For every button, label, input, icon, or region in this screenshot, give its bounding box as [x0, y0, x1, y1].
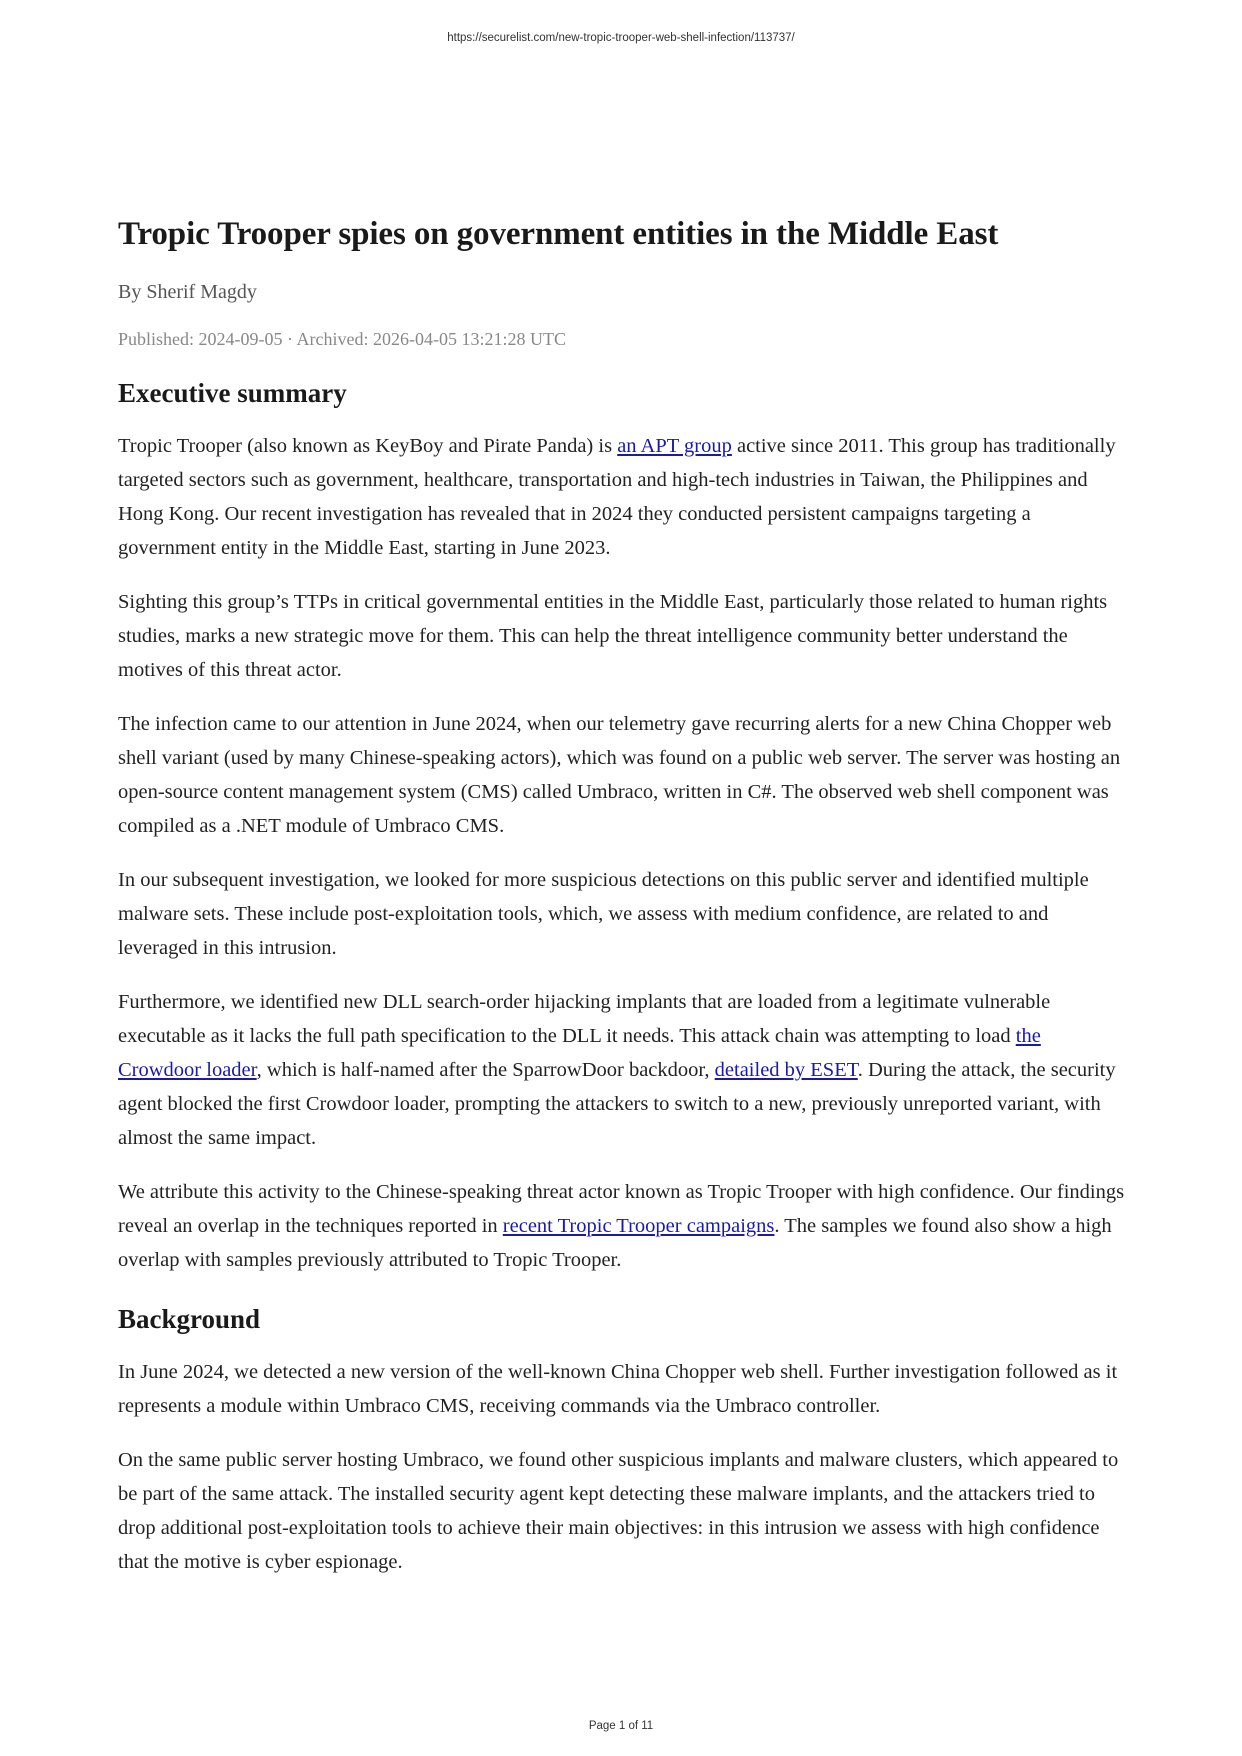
paragraph: In our subsequent investigation, we looked for more suspicious detections on this public server and identified multiple malware sets. These include post-exploitation tools, which, we assess with medium confidence, are related to and leveraged in this intrusion.: [118, 869, 1089, 959]
section-heading-executive-summary: Executive summary: [118, 378, 347, 408]
section-heading-background: Background: [118, 1304, 261, 1334]
page-url-header: https://securelist.com/new-tropic-trooper-web-shell-infection/113737/: [447, 32, 795, 44]
paragraph: On the same public server hosting Umbraco, we found other suspicious implants and malware clusters, which appeared to be part of the same attack. The installed security agent kept detecting these malware implants, and the attackers tried to drop additional post-exploitation tools to achieve their main objectives: in this intrusion we assess with high confidence that the motive is cyber espionage.: [118, 1449, 1119, 1573]
eset-link[interactable]: detailed by ESET: [714, 1059, 858, 1081]
article: [118, 208, 1128, 1599]
paragraph: We attribute this activity to the Chinese-speaking threat actor known as Tropic Trooper with high confidence. Our findings reveal an overlap in the techniques reported in recent Tropic Trooper campaigns. The samples we found also show a high overlap with samples previously attributed to Tropic Trooper.: [118, 1181, 1125, 1271]
apt-group-link[interactable]: an APT group: [617, 435, 732, 457]
page-number-footer: Page 1 of 11: [588, 1720, 654, 1732]
paragraph: In June 2024, we detected a new version of the well-known China Chopper web shell. Further investigation followed as it represents a module within Umbraco CMS, receiving commands via the Umbraco controller.: [118, 1361, 1118, 1417]
paragraph: Sighting this group’s TTPs in critical governmental entities in the Middle East, particularly those related to human rights studies, marks a new strategic move for them. This can help the threat intelligence community better understand the motives of this threat actor.: [118, 591, 1108, 681]
article-title: Tropic Trooper spies on government entities in the Middle East: [118, 216, 999, 252]
paragraph: The infection came to our attention in June 2024, when our telemetry gave recurring alerts for a new China Chopper web shell variant (used by many Chinese-speaking actors), which was found on a public web server. The server was hosting an open-source content management system (CMS) called Umbraco, written in C#. The observed web shell component was compiled as a .NET module of Umbraco CMS.: [118, 713, 1121, 837]
paragraph: Tropic Trooper (also known as KeyBoy and Pirate Panda) is an APT group active since 2011. This group has traditionally targeted sectors such as government, healthcare, transportation and high-tech industries in Taiwan, the Philippines and Hong Kong. Our recent investigation has revealed that in 2024 they conducted persistent campaigns targeting a government entity in the Middle East, starting in June 2023.: [118, 435, 1116, 559]
article-meta: Published: 2024-09-05 · Archived: 2026-04-05 13:21:28 UTC: [118, 329, 566, 349]
crowdoor-loader-link[interactable]: the Crowdoor loader: [118, 1025, 1041, 1081]
recent-campaigns-link[interactable]: recent Tropic Trooper campaigns: [502, 1215, 775, 1237]
paragraph: Furthermore, we identified new DLL search-order hijacking implants that are loaded from a legitimate vulnerable executable as it lacks the full path specification to the DLL it needs. This attack chain was attempting to load the Crowdoor loader, which is half-named after the SparrowDoor backdoor, detailed by ESET. During the attack, the security agent blocked the first Crowdoor loader, prompting the attackers to switch to a new, previously unreported variant, with almost the same impact.: [118, 991, 1116, 1149]
article-byline: By Sherif Magdy: [118, 281, 257, 303]
